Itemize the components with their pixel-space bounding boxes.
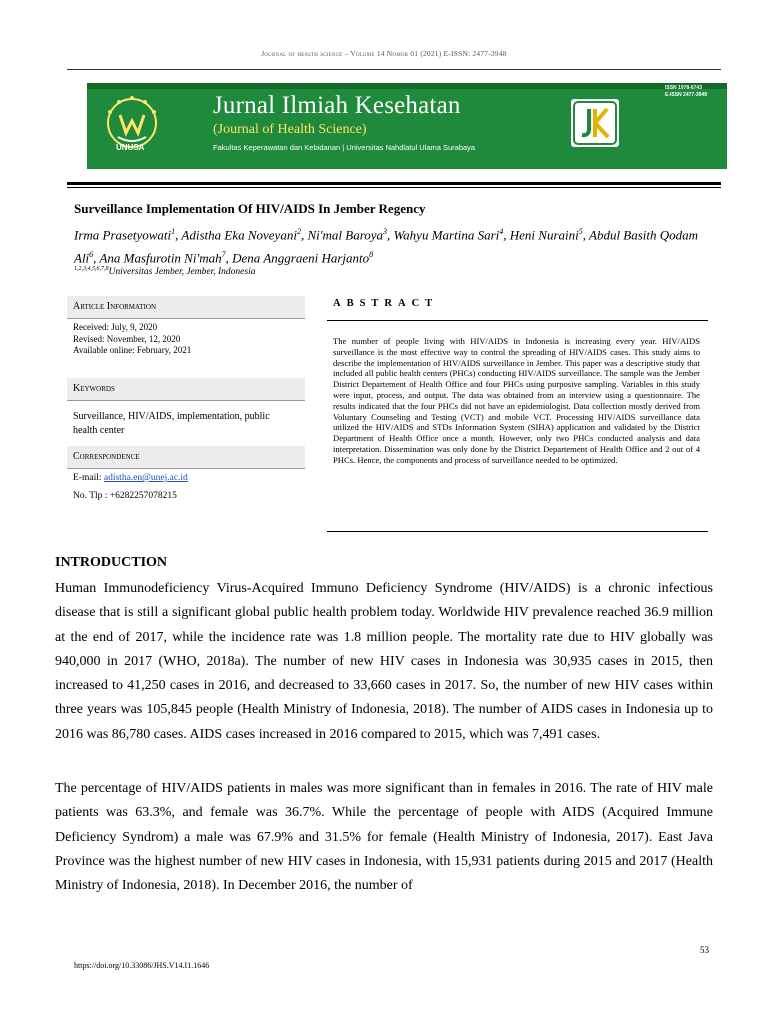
keywords-text: Surveillance, HIV/AIDS, implementation, public health center — [73, 411, 270, 436]
correspondence-phone: No. Tlp : +6282257078215 — [73, 491, 177, 501]
keywords-rule — [67, 400, 305, 401]
author-name: Dena Anggraeni Harjanto — [232, 250, 370, 266]
correspondence-heading: Correspondence — [67, 446, 305, 468]
banner-stripe — [87, 83, 727, 89]
running-head: Journal of health science – Volume 14 Nomor 01 (2021) E-ISSN: 2477-3948 — [261, 49, 507, 58]
author-sup: 3 — [383, 227, 388, 236]
journal-faculty: Fakultas Keperawatan dan Kebidanan | Universitas Nahdlatul Ulama Surabaya — [213, 143, 476, 152]
abstract-rule-bottom — [327, 531, 708, 532]
keywords-heading: Keywords — [67, 378, 305, 400]
journal-title: Jurnal Ilmiah Kesehatan — [213, 92, 461, 119]
header-thin-rule — [67, 187, 721, 188]
correspondence-rule — [67, 468, 305, 469]
introduction-heading: INTRODUCTION — [55, 555, 168, 570]
author-name: Abdul Basith Qodam Ali — [74, 227, 699, 266]
article-info-heading: Article Information — [67, 296, 305, 318]
author-sup: 5 — [578, 227, 583, 236]
affiliation-text: Universitas Jember, Jember, Indonesia — [108, 267, 256, 278]
doi-link[interactable]: https://doi.org/10.33086/JHS.V14.I1.1646 — [74, 961, 210, 970]
unusa-logo-text: UNUSA — [116, 143, 145, 152]
correspondence-email — [73, 473, 188, 485]
author-list: Irma Prasetyowati$^1$, Adistha Eka Noveyani$^2$, Ni'mal Baroya$^3$, Wahyu Martina Sari$^4$, Heni Nuraini$^5$, Abdul Basith Qodam Ali$^6$, Ana Masfurotin Ni'mah$^7$, Dena Anggraeni Harjanto$^8$ — [74, 227, 699, 266]
article-info-rule — [67, 318, 305, 319]
abstract-text: The number of people living with HIV/AIDS in Indonesia is increasing every year. HIV/AIDS surveillance is the most effective way to control the spreading of HIV/AIDS cases. This study aims to describe the implementation of HIV/AIDS surveillance in Jember. This paper was a descriptive study that included all public health centers (PHCs) conducting HIV/AIDS surveillance. The sample was the Jember District Departement of Health Office and four PHCs using purposive sampling. Variables in this study were input, process, and output. The data was obtained from an interview using a questionnaire. The results indicated that the four PHCs did not have an epidemiologist. Data collection mostly derived from Voluntary Counseling and Testing (VCT) and mobile VCT. Processing HIV/AIDS surveillance data utilized the HIV/AIDS and STDs Information System (SIHA) application and validated by the District Department of Health Office once a month. However, only two PHCs conducted analysis and data interpretation. Dissemination was only done by the District Departement of Health Office and 2 out of 4 PHCs. Hence, the components and process of surveillance needed to be optimized. — [333, 336, 700, 465]
available-date: Available online: February, 2021 — [73, 345, 192, 355]
author-sup: 6 — [89, 250, 94, 260]
jk-logo-icon — [571, 99, 619, 147]
journal-subtitle: (Journal of Health Science) — [213, 122, 367, 137]
affiliation-sup: 1,2,3,4,5,6,7,8 — [74, 266, 109, 272]
article-title: Surveillance Implementation Of HIV/AIDS In Jember Regency — [74, 201, 426, 216]
received-date: Received: July, 9, 2020 — [73, 322, 158, 332]
author-name: Adistha Eka Noveyani — [181, 227, 297, 243]
author-name: Heni Nuraini — [509, 227, 579, 243]
author-sup: 8 — [369, 250, 374, 260]
author-name: Irma Prasetyowati — [74, 227, 172, 243]
issn-print: ISSN 1978-6743 — [665, 85, 702, 91]
header-thick-rule — [67, 182, 721, 185]
author-name: Ni'mal Baroya — [307, 227, 384, 243]
revised-date: Revised: November, 12, 2020 — [73, 333, 181, 344]
intro-paragraph-1: Human Immunodeficiency Virus-Acquired Immuno Deficiency Syndrome (HIV/AIDS) is a chronic infectious disease that is still a significant global public health problem today. Worldwide HIV prevalence reached 36.9 million at the end of 2017, while the incidence rate was 1.8 million people. The mortality rate due to HIV globally was 940,000 in 2017 (WHO, 2018a). The number of new HIV cases in Indonesia was 30,935 cases in 2015, then increased to 41,250 cases in 2016, and decreased to 33,660 cases in 2017. So, the number of new HIV cases within three years was 105,845 people (Health Ministry of Indonesia, 2018). The number of AIDS cases in Indonesia up to 2016 was 86,780 cases. AIDS cases increased in 2016 compared to 2015, which was 7,491 cases. — [55, 581, 713, 742]
top-rule — [67, 69, 721, 70]
affiliation — [74, 266, 255, 277]
author-sup: 2 — [296, 227, 301, 236]
abstract-heading: ABSTRACT — [333, 298, 439, 309]
email-label: E-mail: — [73, 473, 104, 483]
intro-paragraph-2: The percentage of HIV/AIDS patients in males was more significant than in females in 2016. The rate of HIV male patients was 63.3%, and female was 36.7%. While the percentage of people with AIDS (Acquired Immune Deficiency Syndrom) a male was 67.9% and 31.5% for female (Health Ministry of Indonesia, 2017). East Java Province was the highest number of new HIV cases in Indonesia, with 15,931 patients during 2015 and 2017 (Health Ministry of Indonesia, 2018). In December 2016, the number of — [55, 781, 713, 894]
page-number: 53 — [700, 945, 709, 955]
author-sup: 4 — [499, 227, 504, 236]
abstract-rule-top — [327, 320, 708, 321]
author-sup: 1 — [171, 227, 176, 236]
author-name: Wahyu Martina Sari — [393, 227, 500, 243]
author-sup: 7 — [221, 250, 226, 260]
article-dates — [73, 322, 191, 357]
issn-online: E-ISSN 2477-3948 — [665, 92, 707, 98]
email-link[interactable]: adistha.en@unej.ac.id — [103, 473, 188, 483]
author-name: Ana Masfurotin Ni'mah — [99, 250, 222, 266]
